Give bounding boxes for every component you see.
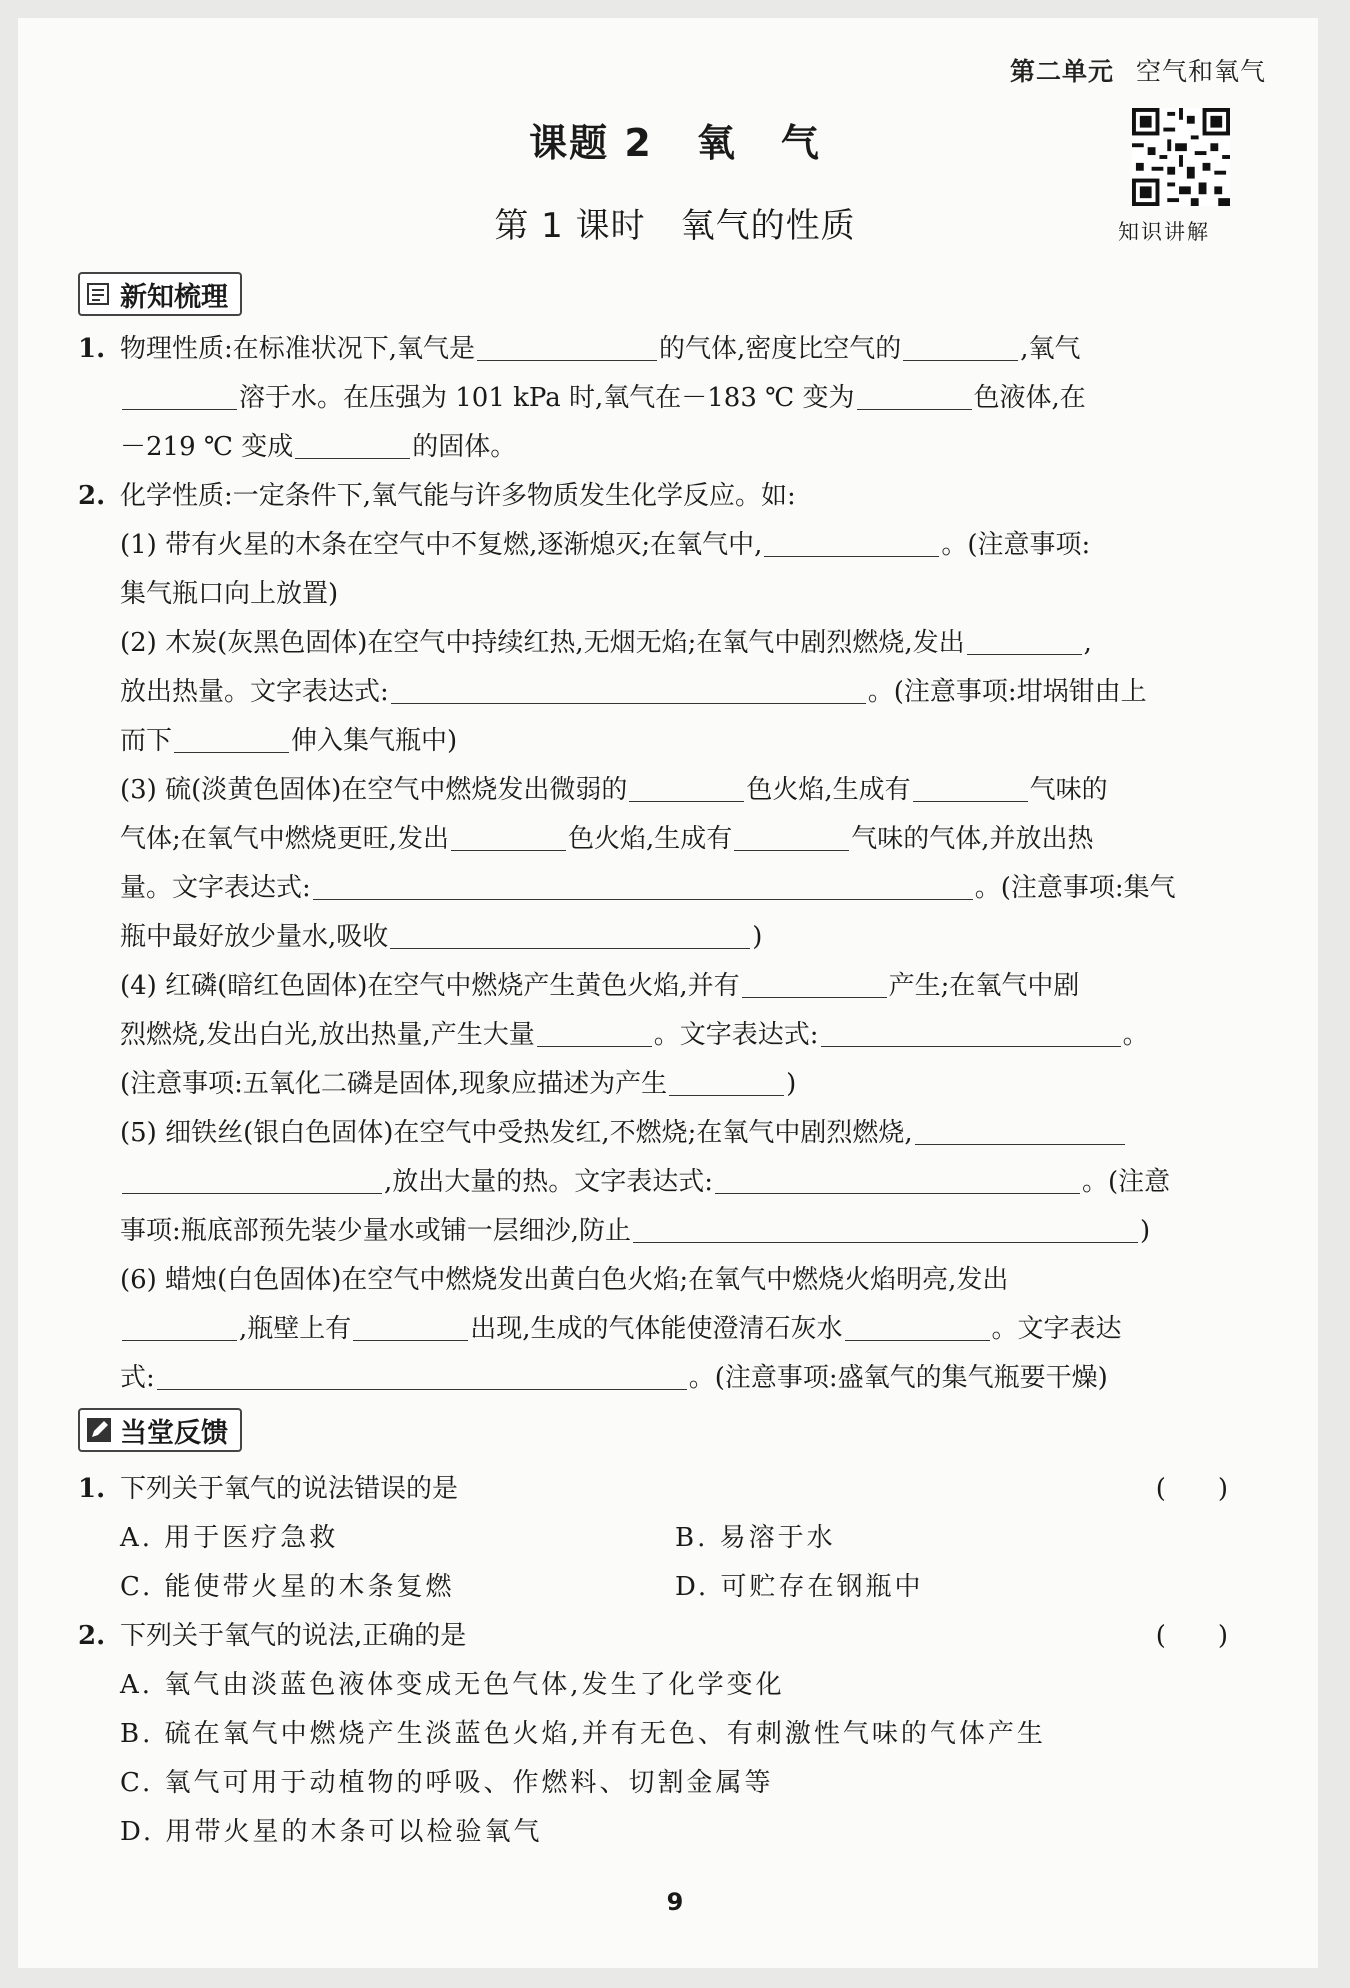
line-text: －219 ℃ 变成 [120,432,294,462]
answer-blank[interactable] [629,773,744,802]
line-text: 色液体,在 [973,383,1086,413]
line-text: (1) 带有火星的木条在空气中不复燃,逐渐熄灭;在氧气中, [120,530,763,560]
page-number: 9 [666,1888,684,1916]
option-b[interactable]: B. 易溶于水 [675,1523,836,1553]
running-header [1010,52,1266,88]
line-text: ,氧气 [1020,334,1081,364]
line-text: 化学性质:一定条件下,氧气能与许多物质发生化学反应。如: [120,481,796,511]
question-number: 2. [78,481,106,511]
answer-blank[interactable] [390,920,750,949]
option-d[interactable]: D. 可贮存在钢瓶中 [675,1572,924,1602]
line-text: ) [752,922,763,952]
text-line [120,619,1228,668]
text-line [120,1011,1228,1060]
unit-label: 第二单元 [1009,57,1114,86]
answer-blank[interactable] [669,1067,784,1096]
line-text: 量。文字表达式: [120,873,311,903]
question-stem: 下列关于氧气的说法,正确的是 [120,1621,467,1651]
text-line [120,423,1228,472]
section-tag-new-knowledge [78,272,242,316]
answer-blank[interactable] [122,1312,237,1341]
qr-code-icon[interactable] [1132,108,1230,206]
text-line [120,1354,1228,1403]
line-text: 色火焰,生成有 [568,824,733,854]
line-text: ) [786,1069,797,1099]
text-line [120,766,1228,815]
section-label: 当堂反馈 [120,1417,228,1449]
line-text: 色火焰,生成有 [746,775,911,805]
option-a[interactable]: A. 用于医疗急救 [120,1523,339,1553]
line-text: ) [1140,1216,1151,1246]
answer-parentheses[interactable]: ( ) [1155,1621,1228,1651]
answer-blank[interactable] [122,381,237,410]
answer-blank[interactable] [633,1214,1138,1243]
line-text: , [1083,628,1092,658]
options-grid [78,1514,1228,1612]
answer-blank[interactable] [157,1361,687,1390]
unit-topic: 空气和氧气 [1135,57,1266,86]
answer-blank[interactable] [537,1018,652,1047]
text-line [120,1060,1228,1109]
text-line [120,717,1228,766]
answer-blank[interactable] [845,1312,990,1341]
sub-item [78,619,1228,766]
line-text: 。 [1122,1020,1149,1050]
answer-blank[interactable] [477,332,657,361]
option-c[interactable]: C. 氧气可用于动植物的呼吸、作燃料、切割金属等 [120,1768,774,1798]
option-a[interactable]: A. 氧气由淡蓝色液体变成无色气体,发生了化学变化 [120,1670,785,1700]
answer-blank[interactable] [913,773,1028,802]
sub-item [78,766,1228,962]
line-text: 烈燃烧,发出白光,放出热量,产生大量 [120,1020,535,1050]
text-line [120,521,1228,570]
answer-blank[interactable] [122,1165,382,1194]
line-text: 放出热量。文字表达式: [120,677,389,707]
line-text: 气味的 [1029,775,1108,805]
line-text: 出现,生成的气体能使澄清石灰水 [470,1314,843,1344]
text-line [120,913,1228,962]
section-label: 新知梳理 [120,281,228,313]
text-line [120,1158,1228,1207]
question-stem: 下列关于氧气的说法错误的是 [120,1474,459,1504]
text-line [120,1256,1228,1305]
pencil-icon [86,1417,112,1443]
line-text: (注意事项:五氧化二磷是固体,现象应描述为产生 [120,1069,668,1099]
text-line [120,570,1228,619]
line-text: 集气瓶口向上放置) [120,579,339,609]
line-text: 瓶中最好放少量水,吸收 [120,922,389,952]
line-text: ,瓶壁上有 [239,1314,352,1344]
new-knowledge-section [78,325,1228,1403]
line-text: 。(注意 [1082,1167,1171,1197]
title-part1: 课题 2 [529,121,653,165]
text-line [120,325,1228,374]
question-number: 1. [78,334,106,364]
answer-blank[interactable] [967,626,1082,655]
option-d[interactable]: D. 用带火星的木条可以检验氧气 [120,1817,543,1847]
line-text: 事项:瓶底部预先装少量水或铺一层细沙,防止 [120,1216,632,1246]
line-text: 。(注意事项:坩埚钳由上 [867,677,1147,707]
text-line [120,815,1228,864]
feedback-section [78,1465,1228,1857]
line-text: 。文字表达式: [653,1020,819,1050]
answer-blank[interactable] [734,822,849,851]
line-text: 的气体,密度比空气的 [659,334,902,364]
section-tag-feedback [78,1408,242,1452]
title-part2: 氧 [696,121,737,165]
sub-item [78,521,1228,619]
line-text: ,放出大量的热。文字表达式: [384,1167,714,1197]
line-text: 产生;在氧气中剧 [888,971,1080,1001]
text-line [120,1207,1228,1256]
line-text: (3) 硫(淡黄色固体)在空气中燃烧发出微弱的 [120,775,628,805]
answer-parentheses[interactable]: ( ) [1155,1474,1228,1504]
answer-blank[interactable] [174,724,289,753]
answer-blank[interactable] [857,381,972,410]
line-text: 。(注意事项:集气 [974,873,1176,903]
answer-blank[interactable] [353,1312,468,1341]
line-text: 物理性质:在标准状况下,氧气是 [120,334,476,364]
text-line [120,1109,1228,1158]
answer-blank[interactable] [313,871,973,900]
text-line [120,472,1228,521]
text-line [120,864,1228,913]
sub-item [78,1256,1228,1403]
line-text: 气体;在氧气中燃烧更旺,发出 [120,824,450,854]
line-text: 。(注意事项:盛氧气的集气瓶要干燥) [688,1363,1108,1393]
answer-blank[interactable] [715,1165,1080,1194]
answer-blank[interactable] [915,1116,1125,1145]
answer-blank[interactable] [903,332,1018,361]
option-b[interactable]: B. 硫在氧气中燃烧产生淡蓝色火焰,并有无色、有刺激性气味的气体产生 [120,1719,1046,1749]
line-text: 。文字表达 [991,1314,1122,1344]
text-line [120,668,1228,717]
line-text: (5) 细铁丝(银白色固体)在空气中受热发红,不燃烧;在氧气中剧烈燃烧, [120,1118,913,1148]
question-number: 1. [78,1474,106,1504]
line-text: 。(注意事项: [941,530,1091,560]
line-text: 伸入集气瓶中) [291,726,458,756]
line-text: 而下 [120,726,173,756]
answer-blank[interactable] [742,969,887,998]
answer-blank[interactable] [764,528,939,557]
answer-blank[interactable] [295,430,410,459]
sub-item [78,1109,1228,1256]
title-part3: 气 [780,121,821,165]
question-number: 2. [78,1621,106,1651]
option-c[interactable]: C. 能使带火星的木条复燃 [120,1572,455,1602]
question-item [78,472,1228,521]
text-line [120,1305,1228,1354]
line-text: (4) 红磷(暗红色固体)在空气中燃烧产生黄色火焰,并有 [120,971,740,1001]
question-item [78,325,1228,472]
answer-blank[interactable] [451,822,566,851]
qr-label: 知识讲解 [1118,220,1210,244]
sub-item [78,962,1228,1109]
line-text: 式: [120,1363,155,1393]
text-line [120,374,1228,423]
line-text: 气味的气体,并放出热 [851,824,1094,854]
line-text: (6) 蜡烛(白色固体)在空气中燃烧发出黄白色火焰;在氧气中燃烧火焰明亮,发出 [120,1265,1009,1295]
line-text: 的固体。 [412,432,517,462]
line-text: 溶于水。在压强为 101 kPa 时,氧气在－183 ℃ 变为 [239,383,855,413]
mc-question [78,1612,1228,1661]
answer-blank[interactable] [391,675,866,704]
answer-blank[interactable] [821,1018,1121,1047]
line-text: (2) 木炭(灰黑色固体)在空气中持续红热,无烟无焰;在氧气中剧烈燃烧,发出 [120,628,965,658]
book-icon [86,281,112,307]
text-line [120,962,1228,1011]
mc-question [78,1465,1228,1514]
lesson-subtitle: 第 1 课时 氧气的性质 [494,206,856,246]
